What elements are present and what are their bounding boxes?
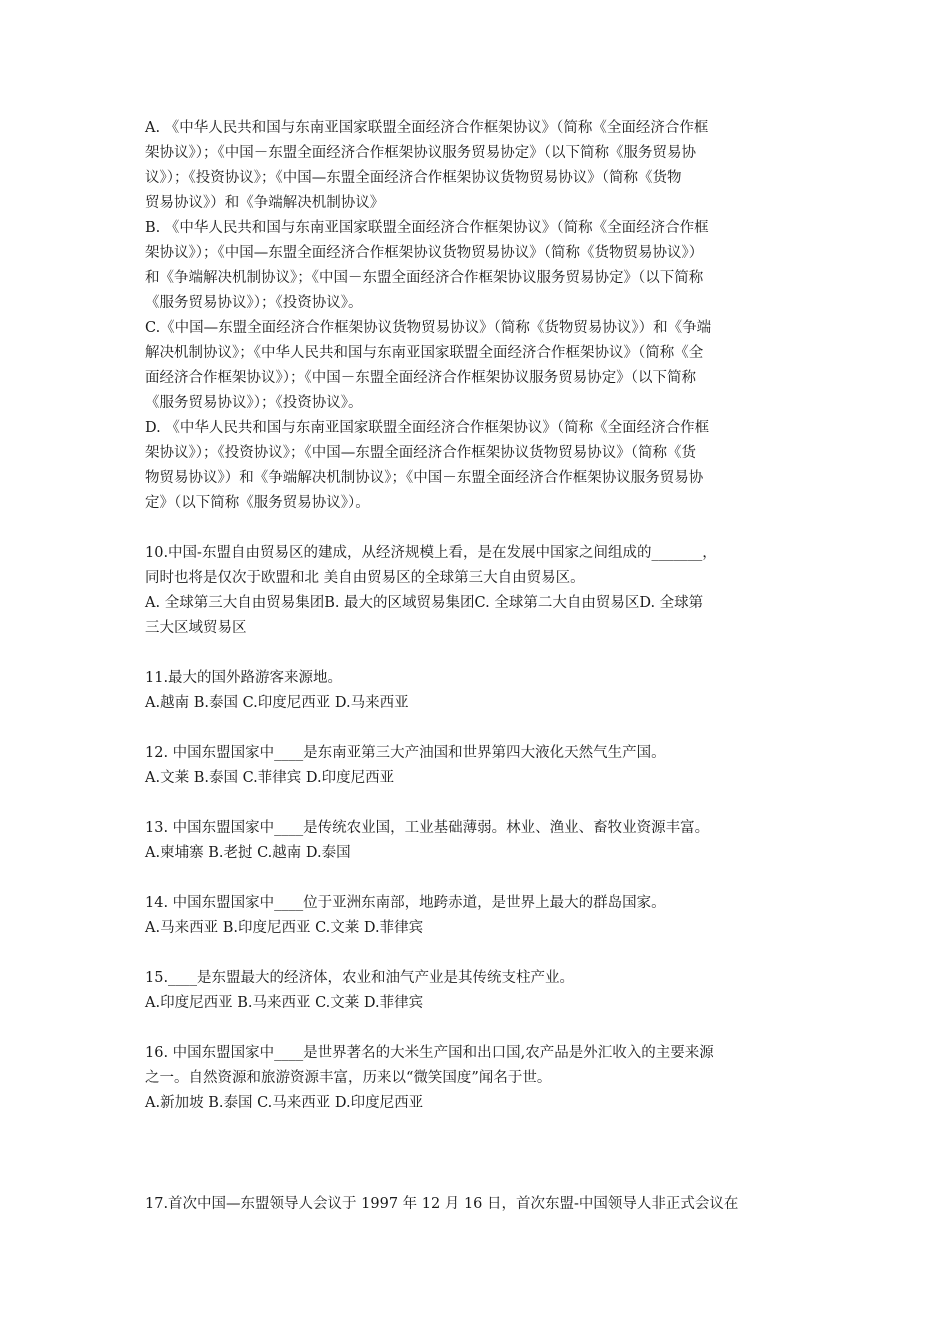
spacer bbox=[145, 1016, 810, 1041]
question-options: 三大区域贸易区 bbox=[145, 620, 247, 636]
spacer bbox=[145, 716, 810, 741]
question-text: 14. 中国东盟国家中____位于亚洲东南部，地跨赤道，是世界上最大的群岛国家。 bbox=[145, 895, 666, 911]
question-text: 12. 中国东盟国家中____是东南亚第三大产油国和世界第四大液化天然气生产国。 bbox=[145, 745, 666, 761]
text-line: 解决机制协议》；《中华人民共和国与东南亚国家联盟全面经济合作框架协议》（简称《全 bbox=[145, 345, 704, 361]
question-17 bbox=[145, 1192, 810, 1217]
text-line: 面经济合作框架协议》）；《中国－东盟全面经济合作框架协议服务贸易协定》（以下简称 bbox=[145, 370, 696, 386]
question-text: 16. 中国东盟国家中____是世界著名的大米生产国和出口国,农产品是外汇收入的主要来源 bbox=[145, 1045, 714, 1061]
option-a bbox=[145, 116, 810, 216]
document-page bbox=[145, 116, 810, 1217]
option-b bbox=[145, 216, 810, 316]
question-options: A.马来西亚 B.印度尼西亚 C.文莱 D.菲律宾 bbox=[145, 920, 424, 936]
spacer bbox=[145, 641, 810, 666]
question-text: 13. 中国东盟国家中____是传统农业国，工业基础薄弱。林业、渔业、畜牧业资源丰富。 bbox=[145, 820, 710, 836]
text-line: 贸易协议》）和《争端解决机制协议》 bbox=[145, 195, 385, 211]
question-13 bbox=[145, 816, 810, 866]
spacer bbox=[145, 941, 810, 966]
option-c bbox=[145, 316, 810, 416]
question-options: A.印度尼西亚 B.马来西亚 C.文莱 D.菲律宾 bbox=[145, 995, 424, 1011]
text-line: B. 《中华人民共和国与东南亚国家联盟全面经济合作框架协议》（简称《全面经济合作框 bbox=[145, 220, 709, 236]
text-line: 物贸易协议》）和《争端解决机制协议》；《中国－东盟全面经济合作框架协议服务贸易协 bbox=[145, 470, 704, 486]
text-line: A. 《中华人民共和国与东南亚国家联盟全面经济合作框架协议》（简称《全面经济合作框 bbox=[145, 120, 709, 136]
text-line: 《服务贸易协议》）；《投资协议》。 bbox=[145, 395, 363, 411]
text-line: 定》（以下简称《服务贸易协议》）。 bbox=[145, 495, 370, 511]
question-10 bbox=[145, 541, 810, 641]
spacer bbox=[145, 1116, 810, 1192]
spacer bbox=[145, 866, 810, 891]
text-line: 架协议》）；《投资协议》；《中国—东盟全面经济合作框架协议货物贸易协议》（简称《货 bbox=[145, 445, 696, 461]
text-line: 议》）；《投资协议》；《中国—东盟全面经济合作框架协议货物贸易协议》（简称《货物 bbox=[145, 170, 682, 186]
question-text: 10.中国-东盟自由贸易区的建成，从经济规模上看，是在发展中国家之间组成的_______， bbox=[145, 545, 717, 561]
question-options: A.文莱 B.泰国 C.菲律宾 D.印度尼西亚 bbox=[145, 770, 395, 786]
option-d bbox=[145, 416, 810, 516]
text-line: 架协议》）；《中国—东盟全面经济合作框架协议货物贸易协议》（简称《货物贸易协议》） bbox=[145, 245, 704, 261]
text-line: 和《争端解决机制协议》；《中国－东盟全面经济合作框架协议服务贸易协定》（以下简称 bbox=[145, 270, 704, 286]
question-text: 17.首次中国—东盟领导人会议于 1997 年 12 月 16 日，首次东盟-中国领导人非正式会议在 bbox=[145, 1196, 739, 1212]
question-11 bbox=[145, 666, 810, 716]
question-options: A. 全球第三大自由贸易集团B. 最大的区域贸易集团C. 全球第二大自由贸易区D. 全球第 bbox=[145, 595, 704, 611]
question-16 bbox=[145, 1041, 810, 1116]
question-text: 之一。自然资源和旅游资源丰富，历来以“微笑国度”闻名于世。 bbox=[145, 1070, 552, 1086]
question-options: A.新加坡 B.泰国 C.马来西亚 D.印度尼西亚 bbox=[145, 1095, 424, 1111]
text-line: 架协议》）；《中国－东盟全面经济合作框架协议服务贸易协定》（以下简称《服务贸易协 bbox=[145, 145, 696, 161]
text-line: D. 《中华人民共和国与东南亚国家联盟全面经济合作框架协议》（简称《全面经济合作框 bbox=[145, 420, 710, 436]
spacer bbox=[145, 516, 810, 541]
spacer bbox=[145, 791, 810, 816]
question-text: 同时也将是仅次于欧盟和北 美自由贸易区的全球第三大自由贸易区。 bbox=[145, 570, 585, 586]
question-text: 15.____是东盟最大的经济体，农业和油气产业是其传统支柱产业。 bbox=[145, 970, 575, 986]
text-line: C.《中国—东盟全面经济合作框架协议货物贸易协议》（简称《货物贸易协议》）和《争端 bbox=[145, 320, 712, 336]
question-12 bbox=[145, 741, 810, 791]
question-text: 11.最大的国外路游客来源地。 bbox=[145, 670, 343, 686]
question-options: A.越南 B.泰国 C.印度尼西亚 D.马来西亚 bbox=[145, 695, 409, 711]
question-14 bbox=[145, 891, 810, 941]
question-15 bbox=[145, 966, 810, 1016]
question-options: A.柬埔寨 B.老挝 C.越南 D.泰国 bbox=[145, 845, 351, 861]
text-line: 《服务贸易协议》）；《投资协议》。 bbox=[145, 295, 363, 311]
